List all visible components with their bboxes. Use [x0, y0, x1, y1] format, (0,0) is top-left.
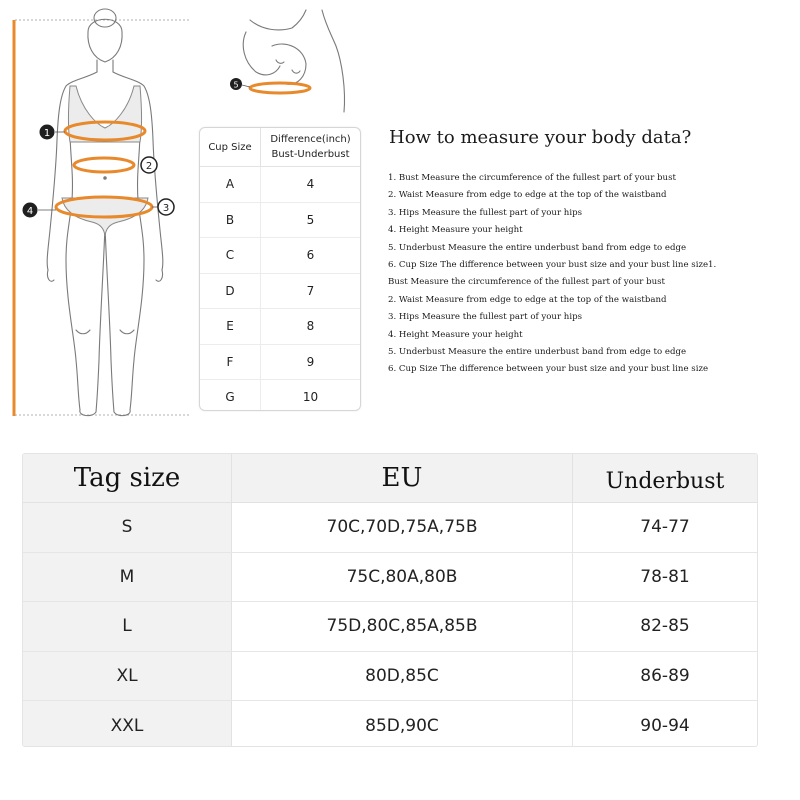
measure-line: 5. Underbust Measure the entire underbust band from edge to edge: [388, 346, 687, 357]
cup-size-table: [199, 127, 361, 411]
measure-line: 3. Hips Measure the fullest part of your hips: [388, 207, 582, 218]
cup-cell: E: [200, 309, 261, 344]
cup-table-row: [200, 309, 360, 345]
difference-cell: 10: [302, 390, 319, 405]
cup-table-row: [200, 238, 360, 274]
difference-header-line2: Bust-Underbust: [271, 149, 350, 160]
eu-header: EU: [232, 454, 573, 502]
measure-line: 4. Height Measure your height: [388, 329, 523, 340]
cup-cell: C: [200, 238, 261, 273]
measure-line: 4. Height Measure your height: [388, 225, 523, 236]
size-chart-table: [22, 453, 758, 747]
measure-line: 5. Underbust Measure the entire underbust band from edge to edge: [388, 242, 687, 253]
size-table-header: [23, 454, 757, 503]
cup-cell: B: [200, 203, 261, 238]
cup-cell: G: [200, 380, 261, 411]
size-table-row: [23, 652, 757, 702]
difference-cell: 5: [306, 212, 315, 227]
tag-size-cell: S: [23, 503, 232, 552]
cup-size-header: Cup Size: [200, 128, 261, 166]
size-table-row: [23, 503, 757, 553]
eu-cell: 80D,85C: [232, 652, 573, 701]
eu-cell: 75C,80A,80B: [232, 553, 573, 602]
tag-size-cell: M: [23, 553, 232, 602]
marker-1-label: 1: [43, 128, 51, 139]
difference-cell: 9: [306, 354, 315, 369]
cup-cell: D: [200, 274, 261, 309]
difference-cell: 6: [306, 248, 315, 263]
eu-cell: 75D,80C,85A,85B: [232, 602, 573, 651]
size-table-row: [23, 553, 757, 603]
eu-cell: 85D,90C: [232, 701, 573, 747]
waist-band: [74, 158, 134, 172]
marker-2: [141, 157, 157, 173]
eu-cell: 70C,70D,75A,75B: [232, 503, 573, 552]
height-bar: [13, 20, 16, 416]
underbust-side-illustration: [243, 10, 344, 112]
measure-line: 1. Bust Measure the circumference of the fullest part of your bust: [388, 173, 676, 183]
measure-line: 6. Cup Size The difference between your bust size and your bust line size1.: [388, 259, 717, 270]
measure-line: 2. Waist Measure from edge to edge at the top of the waistband: [388, 190, 667, 201]
difference-cell: 7: [306, 283, 315, 298]
cup-table-row: [200, 203, 360, 239]
measure-title: How to measure your body data?: [389, 127, 692, 148]
marker-5: [230, 78, 250, 90]
marker-1: [40, 125, 66, 140]
underbust-cell: 90-94: [640, 715, 690, 736]
size-table-row: [23, 701, 757, 747]
tag-size-header: Tag size: [23, 454, 232, 502]
difference-header: [261, 128, 360, 166]
tag-size-cell: L: [23, 602, 232, 651]
bra-outline: [69, 86, 142, 142]
cup-cell: A: [200, 167, 261, 202]
marker-3-label: 3: [162, 203, 170, 214]
cup-table-row: [200, 345, 360, 381]
marker-4-label: 4: [26, 206, 34, 217]
marker-3: [152, 199, 174, 215]
underbust-header: Underbust: [605, 468, 725, 494]
cup-table-header: [200, 128, 360, 167]
measure-line: 2. Waist Measure from edge to edge at the top of the waistband: [388, 294, 667, 305]
marker-5-label: 5: [233, 80, 239, 90]
size-table-row: [23, 602, 757, 652]
marker-2-label: 2: [145, 161, 153, 172]
measure-line: 3. Hips Measure the fullest part of your hips: [388, 312, 582, 323]
measure-line: Bust Measure the circumference of the fullest part of your bust: [388, 277, 666, 288]
underbust-cell: 86-89: [640, 666, 690, 687]
underbust-cell: 74-77: [640, 517, 690, 538]
cup-table-row: [200, 380, 360, 411]
difference-cell: 8: [306, 319, 315, 334]
underbust-cell: 82-85: [640, 616, 690, 637]
measure-instructions: [388, 170, 793, 379]
tag-size-cell: XXL: [23, 701, 232, 747]
measure-line: 6. Cup Size The difference between your bust size and your bust line size: [388, 364, 709, 375]
cup-table-row: [200, 167, 360, 203]
underbust-cell: 78-81: [640, 566, 690, 587]
cup-table-row: [200, 274, 360, 310]
underbust-band: [250, 83, 310, 93]
difference-header-line1: Difference(inch): [270, 134, 351, 145]
cup-cell: F: [200, 345, 261, 380]
tag-size-cell: XL: [23, 652, 232, 701]
difference-cell: 4: [306, 177, 315, 192]
